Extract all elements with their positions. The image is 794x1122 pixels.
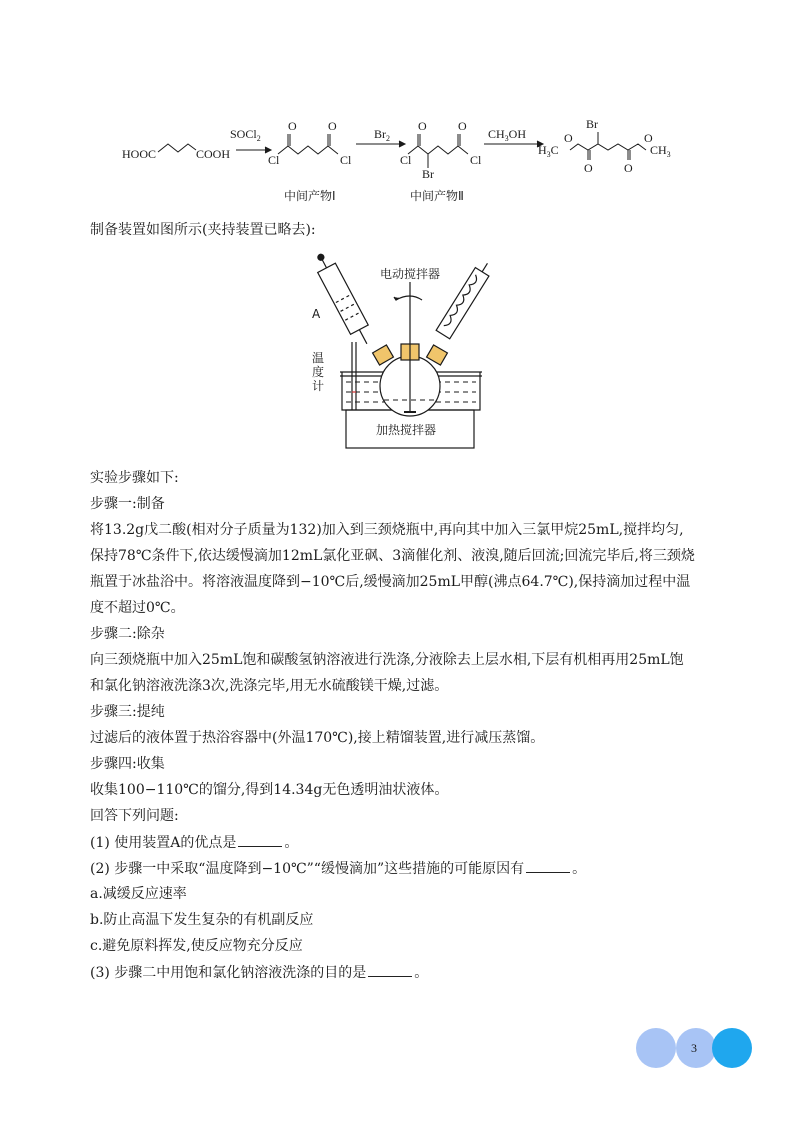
- ester-o-4: O: [644, 131, 653, 145]
- question-2-end: 。: [572, 861, 587, 877]
- ketone-o-3: O: [418, 119, 427, 133]
- option-a: a.减缓反应速率: [90, 886, 187, 902]
- product-ch3-sub: 3: [666, 150, 671, 159]
- question-2-text: (2) 步骤一中采取“温度降到−10℃”“缓慢滴加”这些措施的可能原因有: [90, 861, 525, 877]
- svg-text:H3C: [538, 143, 559, 159]
- chloride-1: Cl: [268, 153, 280, 167]
- page-badge-dark: [712, 1028, 752, 1068]
- step2-line-2: 和氯化钠溶液洗涤3次,洗涤完毕,用无水硫酸镁干燥,过滤。: [90, 678, 449, 694]
- thermometer-label-3: 计: [312, 379, 325, 393]
- product-ch3: CH: [650, 143, 667, 157]
- intermediate-1-label: 中间产物Ⅰ: [284, 189, 336, 203]
- ketone-o-1: O: [288, 119, 297, 133]
- product-h3c-end: C: [550, 143, 559, 157]
- svg-text:SOCl2: [230, 127, 261, 143]
- heater-label: 加热搅拌器: [376, 423, 437, 437]
- thermometer-label-2: 度: [312, 365, 325, 379]
- intermediate-2-label: 中间产物Ⅱ: [410, 189, 464, 203]
- intro-text: 制备装置如图所示(夹持装置已略去):: [90, 222, 316, 238]
- reagent-br2: Br: [374, 127, 386, 141]
- product-h3c: H: [538, 143, 547, 157]
- question-2: [90, 858, 730, 879]
- reagent-br2-sub: 2: [386, 134, 390, 143]
- steps-title: 实验步骤如下:: [90, 470, 179, 486]
- option-b: b.防止高温下发生复杂的有机副反应: [90, 912, 314, 928]
- reaction-scheme: [118, 112, 678, 212]
- svg-text:CH3OH: [488, 127, 526, 143]
- thermometer-label-1: 温: [312, 351, 325, 365]
- step1-line-2: 保持78℃条件下,依达缓慢滴加12mL氯化亚砜、3滴催化剂、液溴,随后回流;回流完毕后,将三颈烧: [90, 548, 695, 564]
- ester-o-1: O: [564, 131, 573, 145]
- ester-o-2: O: [584, 161, 593, 175]
- question-3-text: (3) 步骤二中用饱和氯化钠溶液洗涤的目的是: [90, 965, 367, 981]
- step1-line-4: 度不超过0℃。: [90, 600, 185, 616]
- product-bromo: Br: [586, 117, 598, 131]
- step1-line-3: 瓶置于冰盐浴中。将溶液温度降到−10℃后,缓慢滴加25mL甲醇(沸点64.7℃),保持滴加过程中温: [90, 574, 691, 590]
- question-3: [90, 962, 730, 983]
- step3-title: 步骤三:提纯: [90, 704, 165, 720]
- product-h3c-sub: 3: [546, 150, 551, 159]
- page-number: 3: [691, 1041, 697, 1055]
- stirrer-label: 电动搅拌器: [380, 267, 441, 281]
- chloride-2: Cl: [340, 153, 352, 167]
- funnel-a-label: A: [312, 307, 321, 321]
- chloride-3: Cl: [400, 153, 412, 167]
- step2-title: 步骤二:除杂: [90, 626, 165, 642]
- question-1: [90, 832, 730, 853]
- questions-title: 回答下列问题:: [90, 808, 179, 824]
- reagent-socl2: SOCl: [230, 127, 257, 141]
- step4-title: 步骤四:收集: [90, 756, 165, 772]
- ketone-o-2: O: [328, 119, 337, 133]
- question-3-end: 。: [414, 965, 429, 981]
- question-1-text: (1) 使用装置A的优点是: [90, 835, 237, 851]
- answer-blank-2[interactable]: [526, 858, 570, 873]
- svg-text:CH3: [650, 143, 671, 159]
- step2-line-1: 向三颈烧瓶中加入25mL饱和碳酸氢钠溶液进行洗涤,分液除去上层水相,下层有机相再用25mL饱: [90, 652, 684, 668]
- chloride-4: Cl: [470, 153, 482, 167]
- ester-o-3: O: [624, 161, 633, 175]
- ketone-o-4: O: [458, 119, 467, 133]
- reagent-socl2-sub: 2: [256, 134, 261, 143]
- page-badge-light: [636, 1028, 676, 1068]
- reagent-methanol-sub: 3: [504, 134, 509, 143]
- reagent-methanol: CH: [488, 127, 505, 141]
- step4-line: 收集100−110℃的馏分,得到14.34g无色透明油状液体。: [90, 782, 449, 798]
- reactant-left: HOOC: [122, 147, 157, 161]
- bromo-substituent: Br: [422, 167, 434, 181]
- step1-title: 步骤一:制备: [90, 496, 165, 512]
- answer-blank-3[interactable]: [368, 962, 412, 977]
- reagent-methanol-end: OH: [508, 127, 527, 141]
- question-1-end: 。: [284, 835, 299, 851]
- option-c: c.避免原料挥发,使反应物充分反应: [90, 938, 303, 954]
- svg-text:Br2: [374, 127, 390, 143]
- step3-line: 过滤后的液体置于热浴容器中(外温170℃),接上精馏装置,进行减压蒸馏。: [90, 730, 545, 746]
- reactant-right: COOH: [196, 147, 231, 161]
- answer-blank-1[interactable]: [238, 832, 282, 847]
- apparatus-diagram: [290, 252, 510, 456]
- step1-line-1: 将13.2g戊二酸(相对分子质量为132)加入到三颈烧瓶中,再向其中加入三氯甲烷25mL,搅拌均匀,: [90, 522, 684, 538]
